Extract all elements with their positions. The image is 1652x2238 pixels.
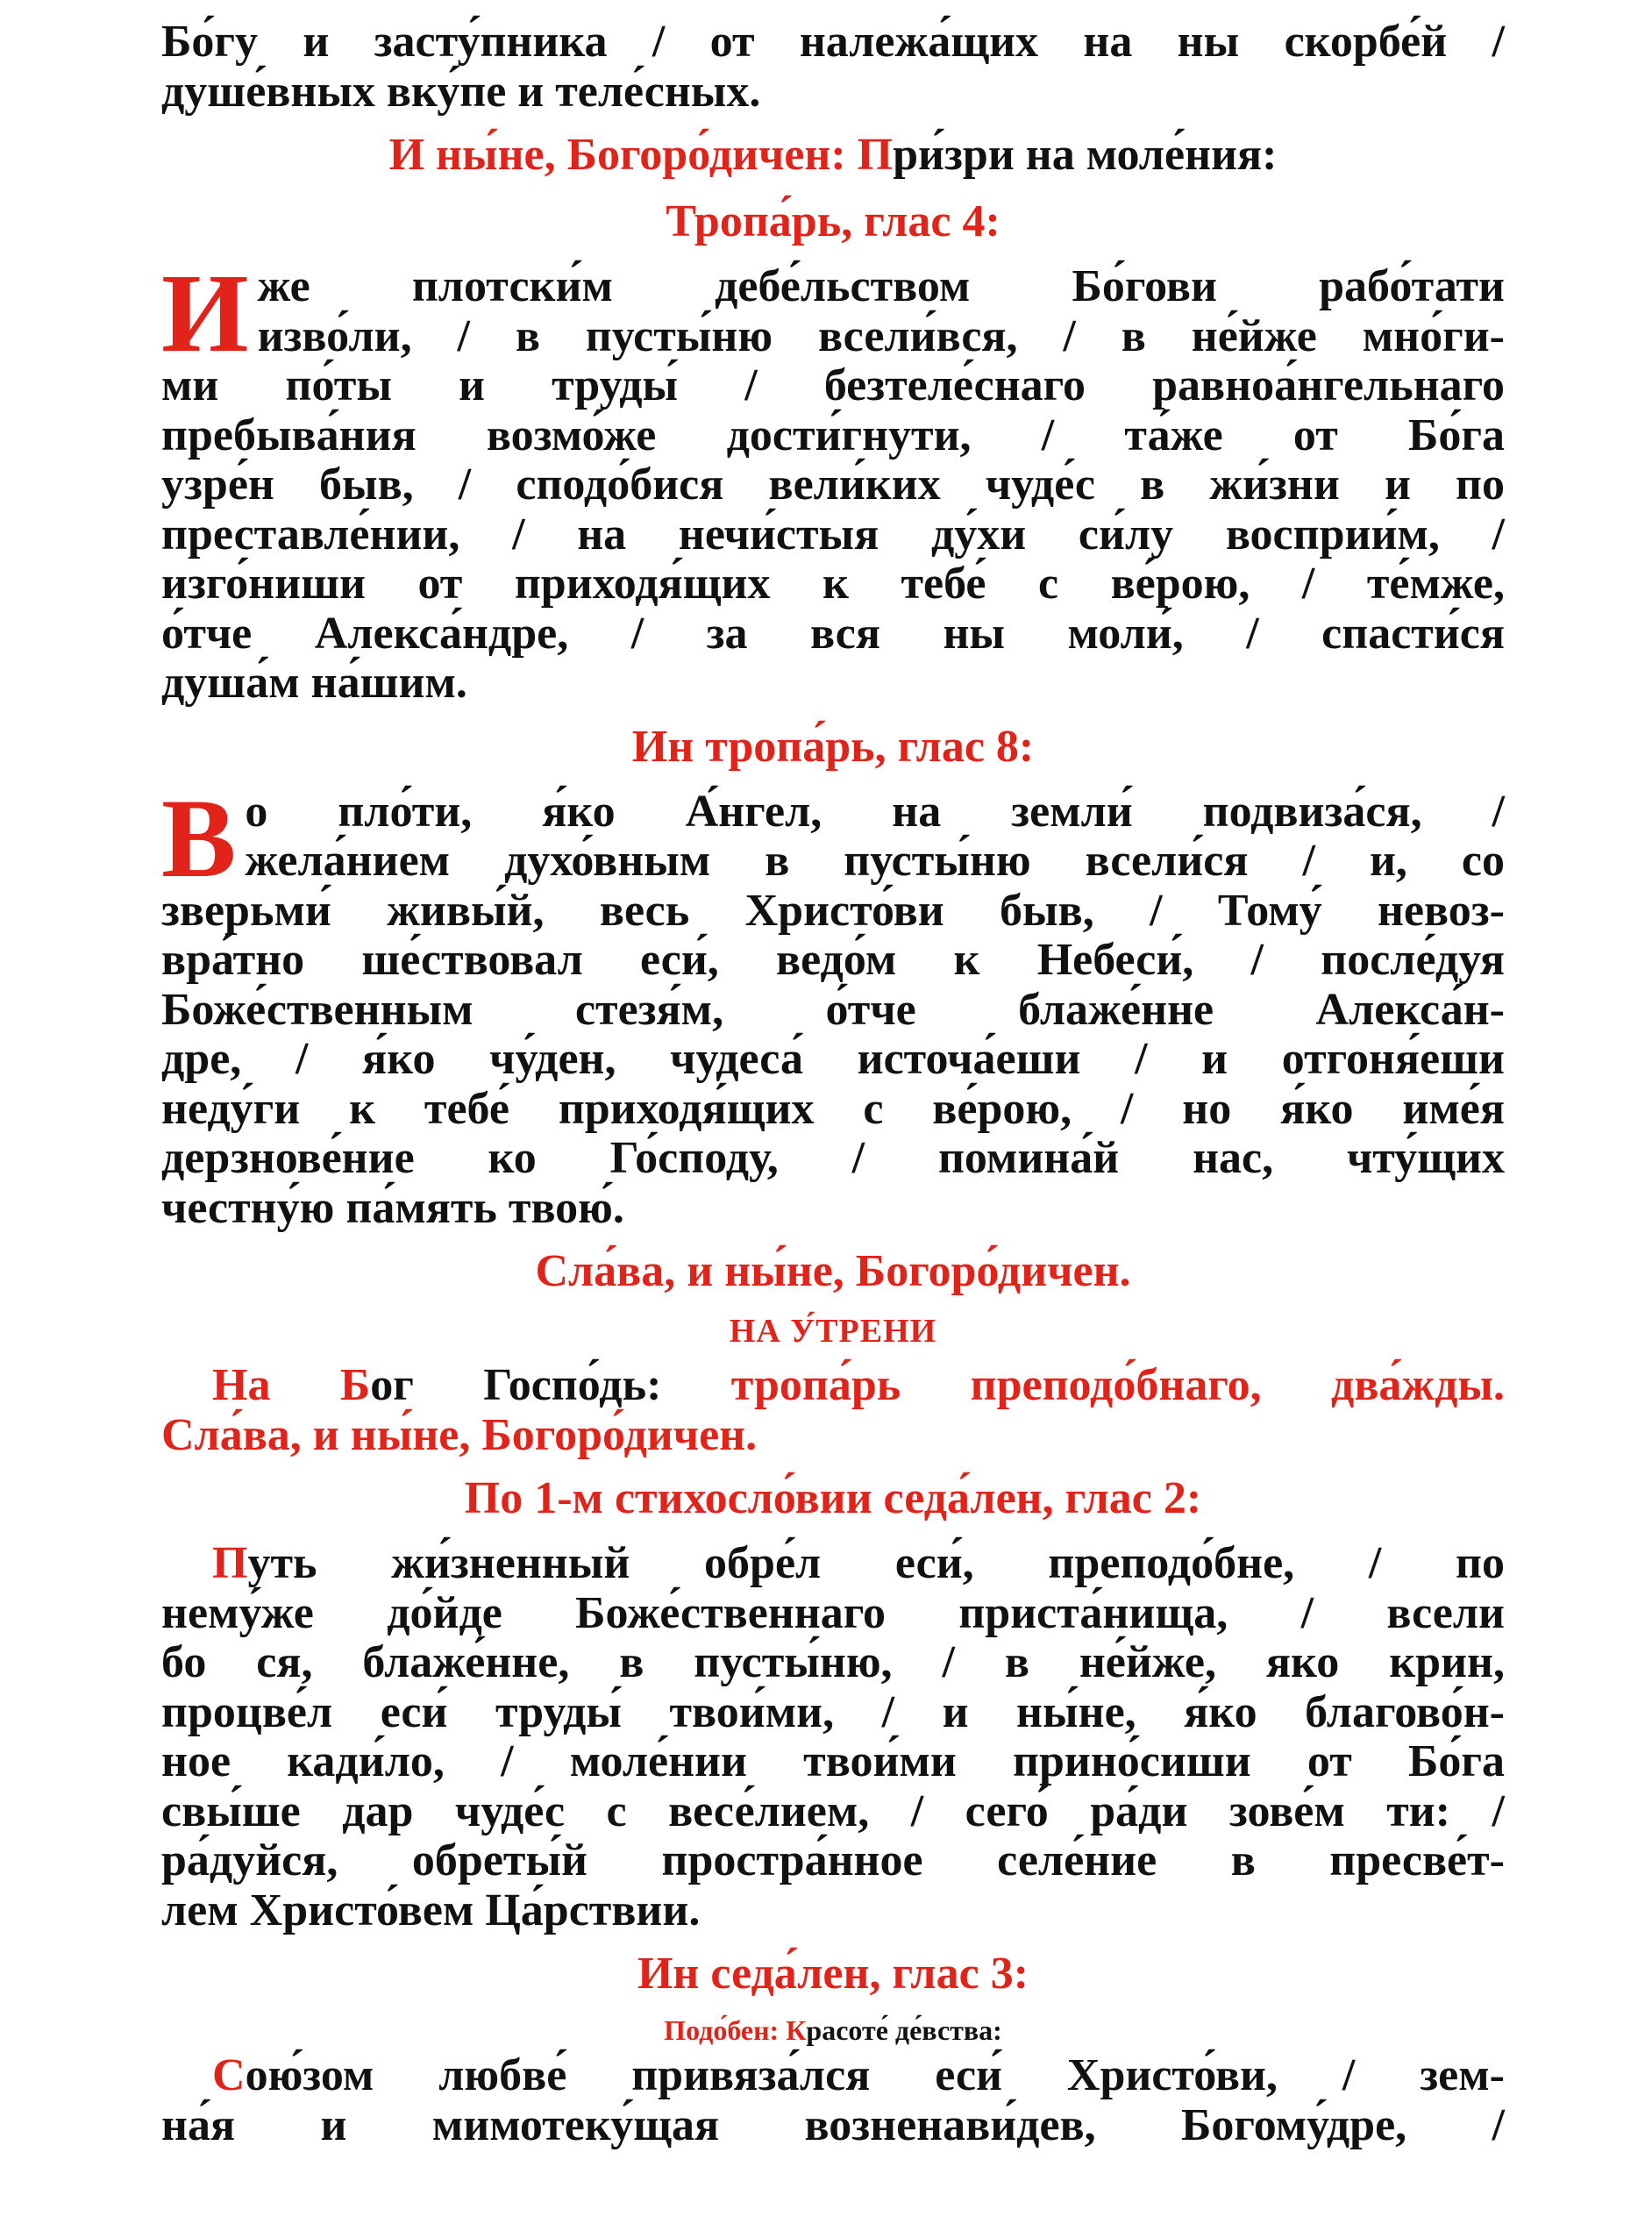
initial-letter: С [212,2050,246,2100]
text-line: изво́ли, / в пусты́ню всели́вся, / в не́йже мно́ги- [257,310,1505,361]
text-line: бо ся, блаже́нне, в пусты́ню, / в не́йже, яко крин, [161,1637,1505,1687]
text-line: зверьми́ живы́й, весь Христо́ви быв, / Тому́ невоз- [161,885,1505,936]
text-line [161,2051,1505,2101]
drop-cap: В [161,775,237,901]
text-line: же плотски́м дебе́льством Бо́гови рабо́тати [257,261,1505,311]
page [161,18,1505,2150]
text-line: Боже́ственным стезя́м, о́тче блаже́нне Алекса́н- [161,984,1505,1035]
glory-rubric: Сла́ва, и ны́не, Богоро́дичен. [535,1246,1131,1296]
podoben-rubric [161,2014,1505,2046]
rubric-red: Подо́бен: К [664,2014,807,2046]
sedalen2-heading: Ин седа́лен, глас 3: [637,1949,1029,1999]
text-line: ми по́ты и труды́ / безтеле́снаго равноа́нгельнаго [161,360,1505,410]
rubric-red: тропа́рь преподо́бнаго, два́жды. [661,1360,1506,1410]
text-line: жела́нием духо́вным в пусты́ню всели́ся / и, со [245,836,1505,886]
god-lord-rubric [161,1361,1505,1460]
text-line: неду́ги к тебе́ приходя́щих с ве́рою, / но я́ко име́я [161,1083,1505,1134]
troparion2-heading: Ин тропа́рь, глас 8: [631,721,1035,772]
rubric-black: ог Госпо́дь: [370,1360,662,1410]
text-line: Бо́гу и засту́пника / от належа́щих на ны скорбе́й / [161,17,1505,67]
line-text: уть жи́зненный обре́л еси́, преподо́бне, / по [247,1538,1505,1588]
rubric-black: расоте́ де́вства: [806,2014,1002,2046]
text-line: честну́ю па́мять твою́. [161,1182,624,1233]
text-line: ное кади́ло, / моле́нии твои́ми прино́сиши от Бо́га [161,1736,1505,1786]
text-line: нему́же до́йде Боже́ственнаго приста́нища, / всели [161,1587,1505,1638]
drop-cap: И [161,251,249,375]
text-line [161,1361,1505,1411]
text-line: преставле́нии, / на нечи́стыя ду́хи си́лу восприи́м, / [161,509,1505,560]
rubric-red: И ны́не, Богоро́дичен: П [388,130,894,180]
text-line: о́тче Алекса́ндре, / за вся ны моли́, / спасти́ся [161,608,1505,659]
text-line: Сла́ва, и ны́не, Богоро́дичен. [161,1409,758,1460]
matins-heading: НА У́ТРЕНИ [729,1313,937,1350]
text-line: на́я и мимотеку́щая возненави́дев, Богому́дре, / [161,2099,1505,2150]
text-line: душе́вных вку́пе и теле́сных. [161,66,761,117]
text-line: вра́тно ше́ствовал еси́, ведо́м к Небеси́, / после́дуя [161,935,1505,985]
intro-text [161,18,1505,117]
troparion-heading: Тропа́рь, глас 4: [666,196,1000,246]
text-line: изго́ниши от приходя́щих к тебе́ с ве́рою, / те́мже, [161,559,1505,609]
text-line: свы́ше дар чуде́с с весе́лием, / сего́ ра́ди зове́м ти: / [161,1785,1505,1836]
initial-letter: П [212,1538,248,1588]
text-line: душа́м на́шим. [161,658,467,708]
rubric-black: ри́зри на моле́ния: [893,130,1278,180]
sedalen1-block [161,1539,1505,1935]
rubric-red: На Б [212,1360,371,1410]
sedalen2-block [161,2051,1505,2150]
text-line: ра́дуйся, обреты́й простра́нное селе́ние в пресве́т- [161,1835,1505,1885]
text-line: дерзнове́ние ко Го́споду, / помина́й нас, чту́щих [161,1133,1505,1183]
troparion2-block [161,775,1505,1234]
theotokion-rubric [161,129,1505,182]
line-text: ою́зом любве́ привяза́лся еси́ Христо́ви, / зем- [245,2050,1505,2100]
text-line: лем Христо́вем Ца́рствии. [161,1885,701,1935]
text-line: пребыва́ния возмо́же дости́гнути, / та́же от Бо́га [161,410,1505,460]
troparion-block [161,251,1505,709]
text-line: дре, / я́ко чу́ден, чудеса́ источа́еши / и отгоня́еши [161,1034,1505,1084]
text-line: узре́н быв, / сподо́бися вели́ких чуде́с в жи́зни и по [161,460,1505,510]
sedalen1-heading: По 1-м стихосло́вии седа́лен, глас 2: [464,1473,1202,1523]
text-line: процве́л еси́ труды́ твои́ми, / и ны́не, я́ко благово́н- [161,1686,1505,1737]
text-line [161,1539,1505,1589]
text-line: о пло́ти, я́ко А́нгел, на земли́ подвиза́ся, / [245,786,1505,837]
